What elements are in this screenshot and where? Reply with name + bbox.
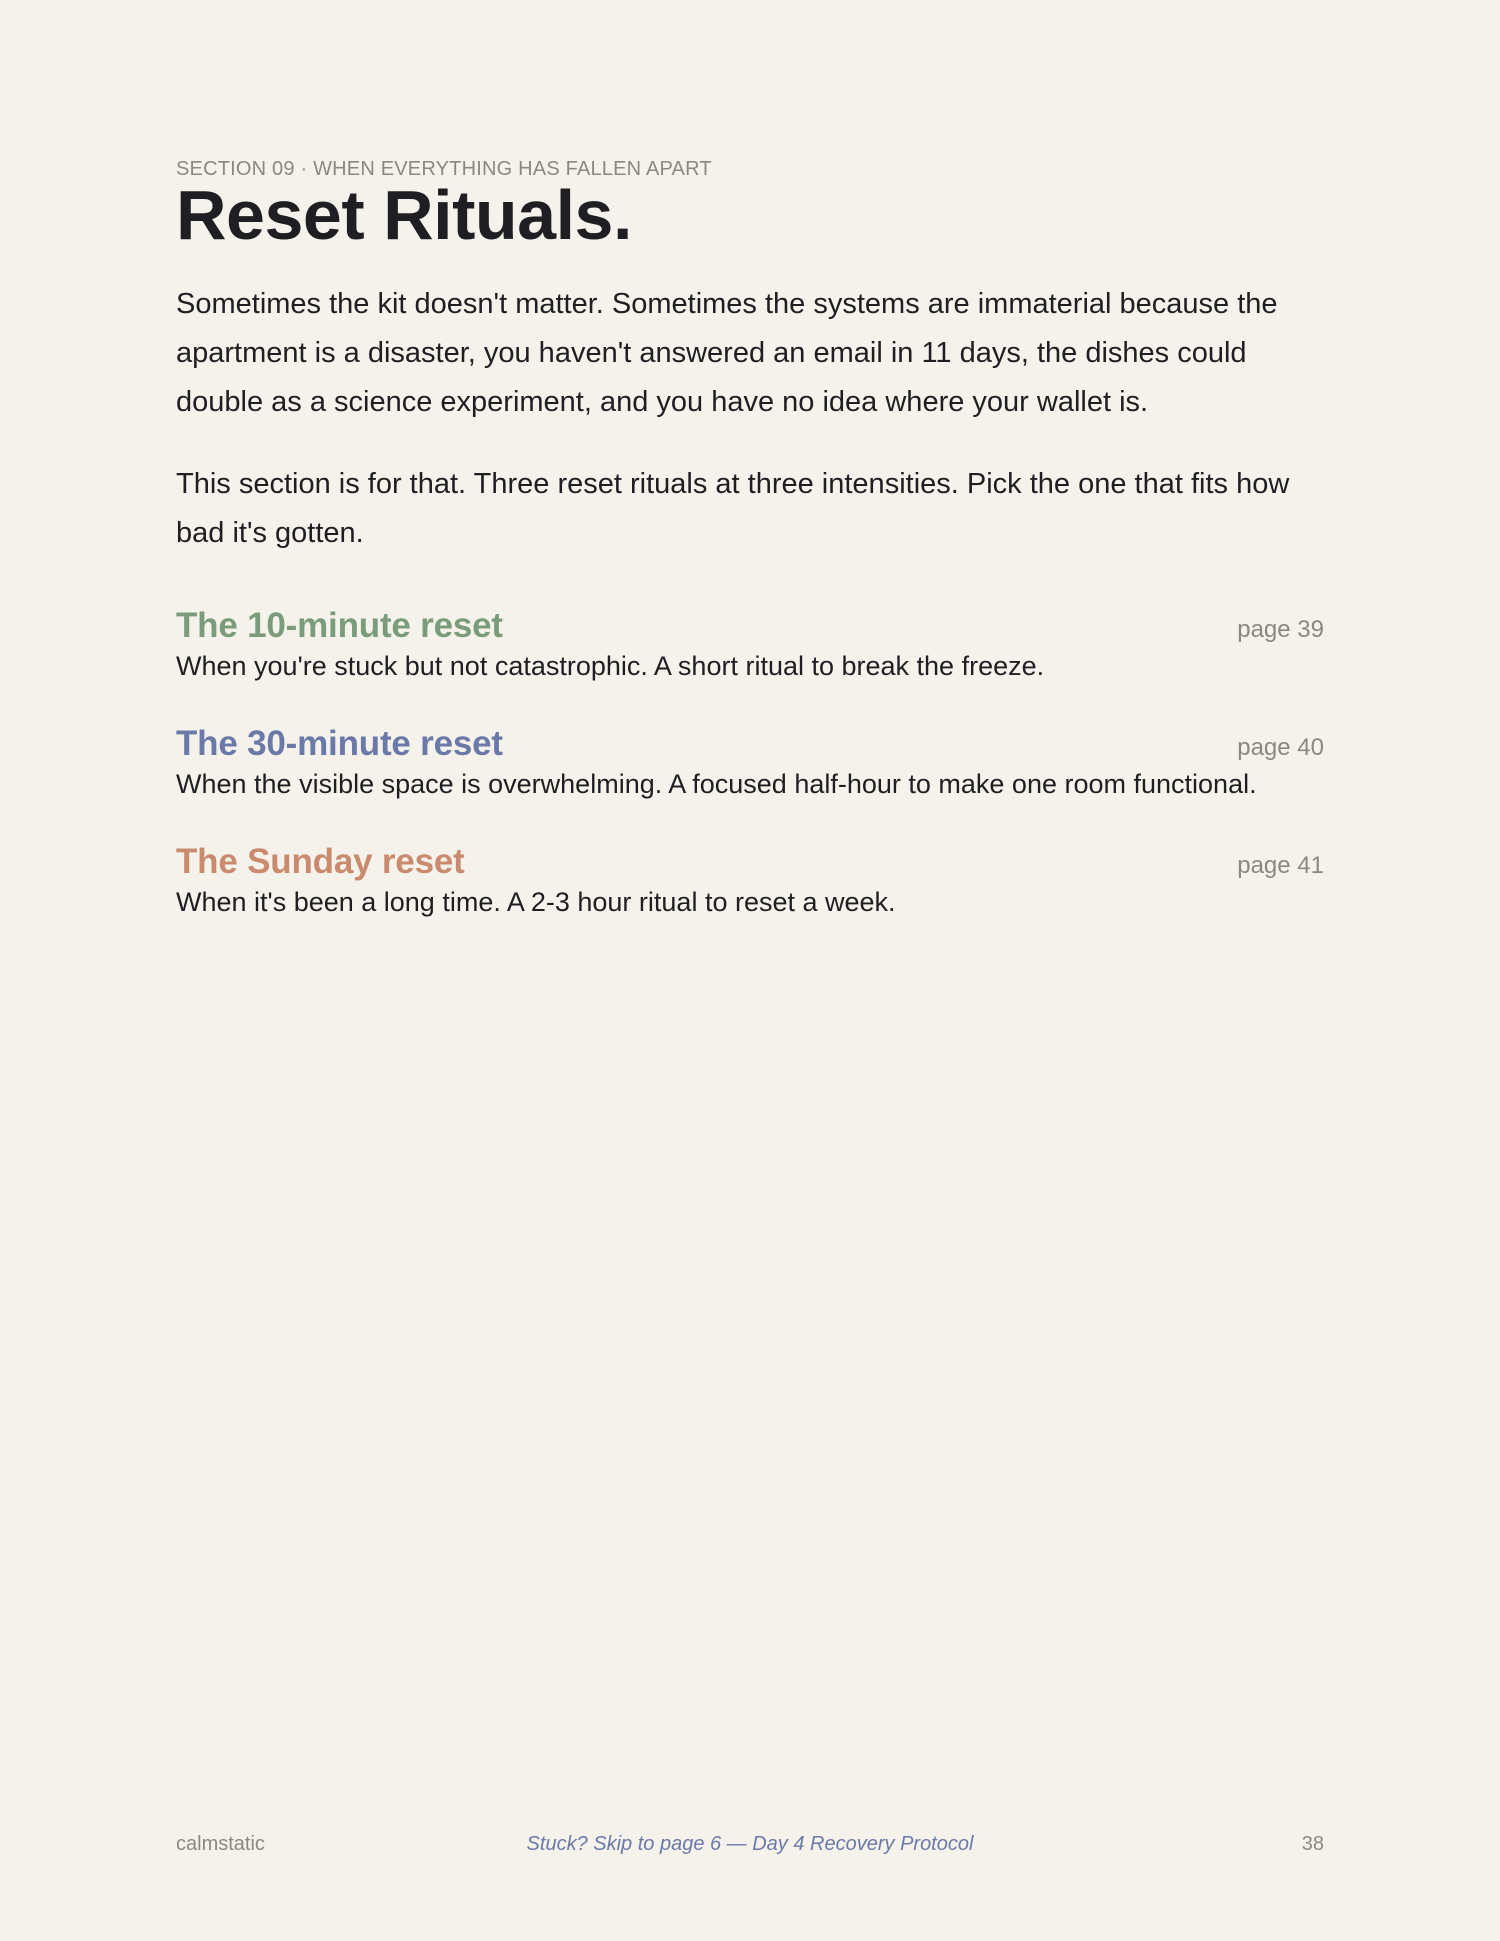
intro-paragraph: This section is for that. Three reset rituals at three intensities. Pick the one that fits how bad it's gotten. xyxy=(176,468,1290,549)
intro-text xyxy=(176,280,1324,591)
reset-header xyxy=(176,604,1324,648)
footer-page-number: 38 xyxy=(1301,1833,1324,1855)
reset-title[interactable]: The 30-minute reset xyxy=(176,724,503,763)
intro-paragraph: Sometimes the kit doesn't matter. Sometimes the systems are immaterial because the apartment is a disaster, you haven't answered an email in 11 days, the dishes could double as a science experiment, and you have no idea where your wallet is. xyxy=(176,288,1278,418)
reset-description: When you're stuck but not catastrophic. A short ritual to break the freeze. xyxy=(176,651,1045,681)
reset-item-10-minute[interactable] xyxy=(176,604,1324,722)
document-page xyxy=(176,0,1324,1941)
reset-page-ref[interactable]: page 40 xyxy=(1237,734,1324,761)
reset-header xyxy=(176,722,1324,766)
page-footer xyxy=(176,1833,1324,1863)
reset-list xyxy=(176,604,1324,958)
reset-item-30-minute[interactable] xyxy=(176,722,1324,840)
reset-page-ref[interactable]: page 39 xyxy=(1237,616,1324,643)
page-title: Reset Rituals. xyxy=(176,176,632,254)
reset-description: When the visible space is overwhelming. A focused half-hour to make one room functional. xyxy=(176,769,1257,799)
reset-header xyxy=(176,840,1324,884)
section-eyebrow: SECTION 09 · WHEN EVERYTHING HAS FALLEN APART xyxy=(176,158,712,180)
footer-recovery-link[interactable]: Stuck? Skip to page 6 — Day 4 Recovery Protocol xyxy=(526,1833,974,1855)
reset-page-ref[interactable]: page 41 xyxy=(1237,852,1324,879)
footer-brand: calmstatic xyxy=(176,1833,265,1855)
reset-item-sunday[interactable] xyxy=(176,840,1324,958)
reset-title[interactable]: The Sunday reset xyxy=(176,842,465,881)
reset-title[interactable]: The 10-minute reset xyxy=(176,606,503,645)
reset-description: When it's been a long time. A 2-3 hour ritual to reset a week. xyxy=(176,887,896,917)
